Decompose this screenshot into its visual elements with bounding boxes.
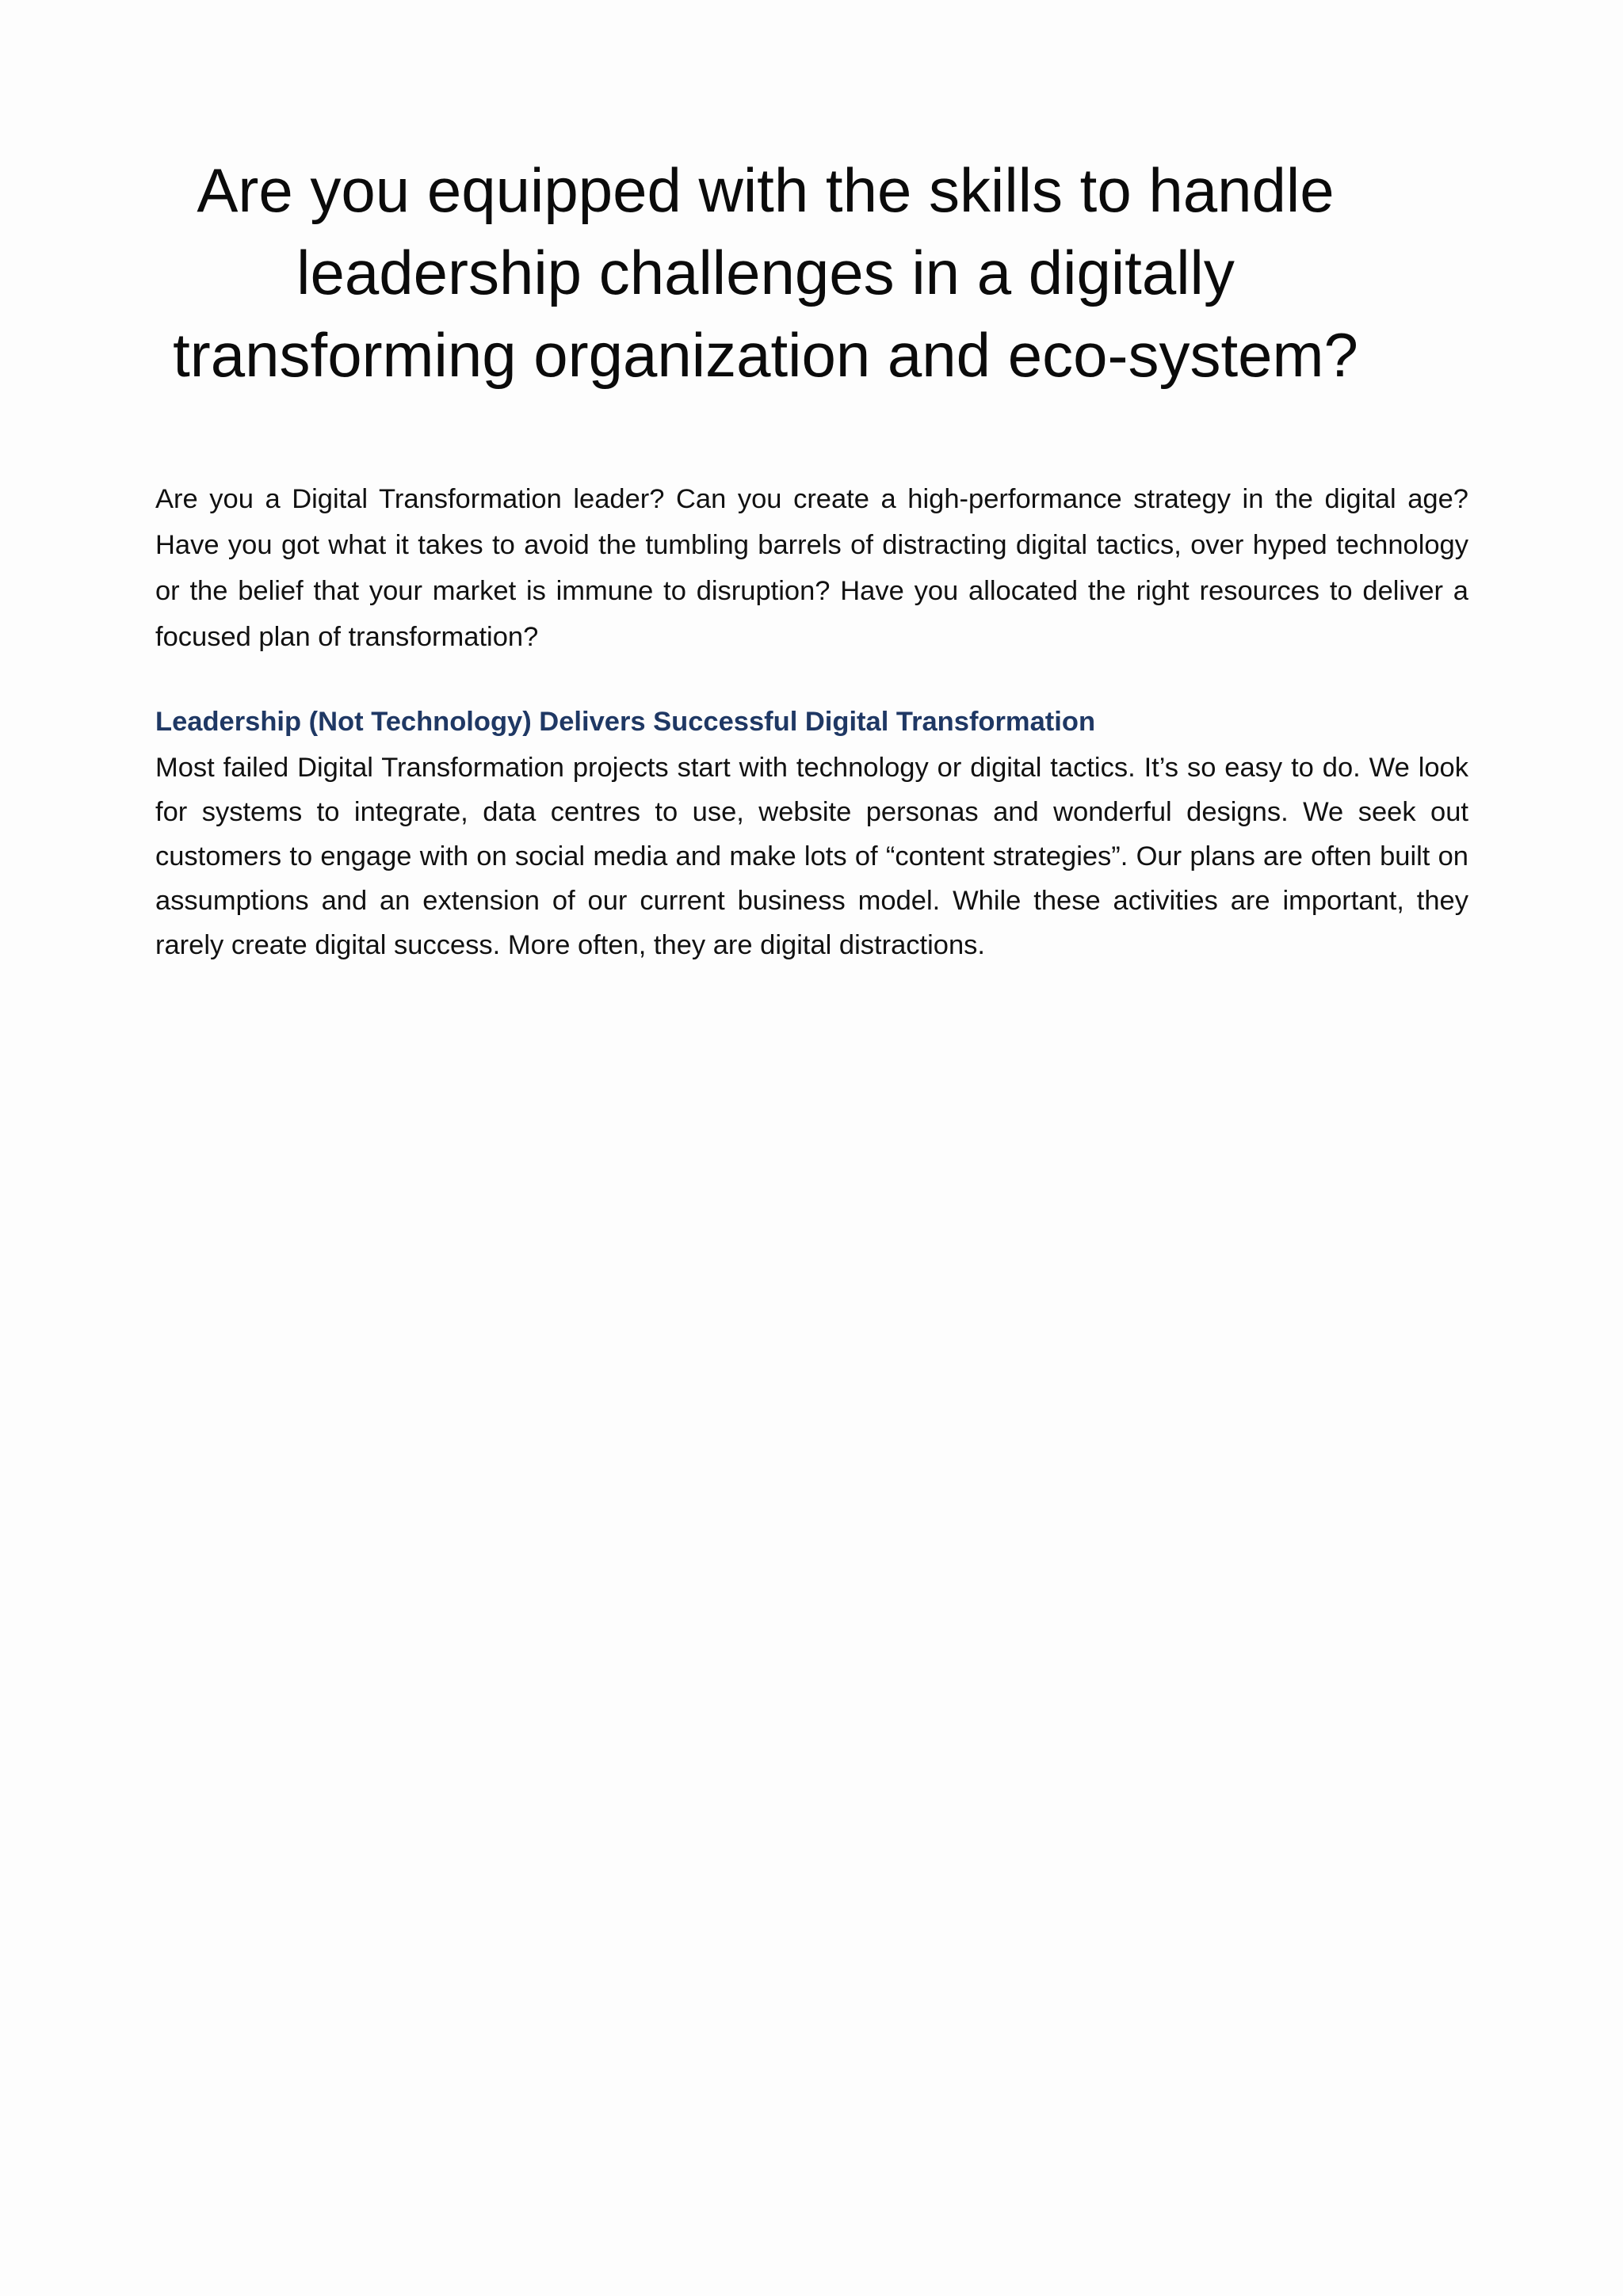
- intro-paragraph: Are you a Digital Transformation leader? Can you create a high-performance strategy in the digital age? Have you got what it takes to avoid the tumbling barrels of distracting digital tactics, over hyped technology or the belief that your market is immune to disruption? Have you allocated the right resources to deliver a focused plan of transformation?: [155, 484, 1468, 652]
- page-title: Are you equipped with the skills to handle leadership challenges in a digitally transforming organization and eco-system?: [173, 155, 1358, 390]
- section-heading: Leadership (Not Technology) Delivers Successful Digital Transformation: [155, 707, 1096, 737]
- document-body: [155, 476, 1468, 967]
- section-paragraph: Most failed Digital Transformation projects start with technology or digital tactics. It’s so easy to do. We look for systems to integrate, data centres to use, website personas and wonderful designs. We seek out customers to engage with on social media and make lots of “content strategies”. Our plans are often built on assumptions and an extension of our current business model. While these activities are important, they rarely create digital success. More often, they are digital distractions.: [155, 753, 1468, 960]
